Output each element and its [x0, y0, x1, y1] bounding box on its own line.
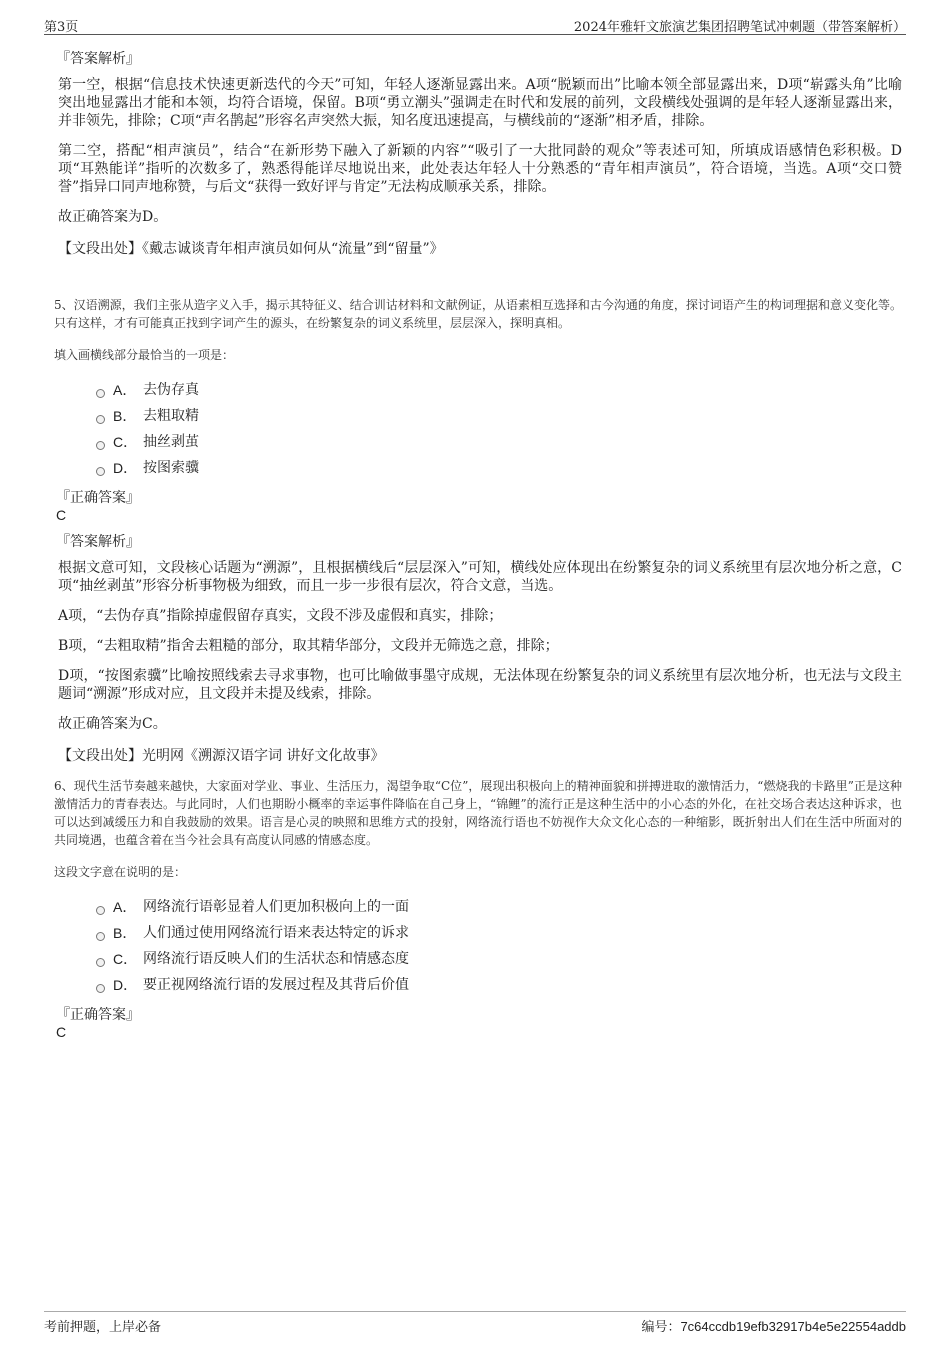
footer-slogan: 考前押题，上岸必备	[44, 1320, 162, 1335]
q4-analysis-conclusion: 故正确答案为D。	[58, 209, 168, 225]
q5-option-c[interactable]: C． 抽丝剥茧	[96, 429, 902, 455]
analysis-label: 『答案解析』	[56, 534, 140, 550]
q4-analysis-p1: 第一空，根据“信息技术快速更新迭代的今天”可知，年轻人逐渐显露出来。A项“脱颖而出”比喻本领全部显露出来，D项“崭露头角”比喻突出地显露出才能和本领，均符合语境，保留。B项“勇立潮头”强调走在时代和发展的前列，文段横线处强调的是年轻人逐渐显露出来，并非领先，排除；C项“声名鹊起”形容名声突然大振，知名度迅速提高，与横线前的“逐渐”相矛盾，排除。	[58, 77, 902, 129]
q6-stem: 6、现代生活节奏越来越快，大家面对学业、事业、生活压力，渴望争取“C位”，展现出积极向上的精神面貌和拼搏进取的激情活力，“燃烧我的卡路里”正是这种激情活力的青春表达。与此同时，人们也期盼小概率的幸运事件降临在自己身上，“锦鲤”的流行正是这种生活中的小心态的外化，在社交场合表达这种诉求，也可以达到减缓压力和自我鼓励的效果。语言是心灵的映照和思维方式的投射，网络流行语也不妨视作大众文化心态的一种缩影，既折射出人们在生活中所面对的共同境遇，也蕴含着在当今社会具有高度认同感的情感态度。	[54, 779, 902, 847]
q5-analysis-p2: A项，“去伪存真”指除掉虚假留存真实，文段不涉及虚假和真实，排除；	[58, 608, 503, 624]
q6-option-c[interactable]: C． 网络流行语反映人们的生活状态和情感态度	[96, 946, 902, 972]
radio-button[interactable]	[96, 389, 105, 398]
radio-button[interactable]	[96, 932, 105, 941]
q5-answer: C	[56, 507, 67, 523]
page-header	[44, 16, 906, 35]
radio-button[interactable]	[96, 906, 105, 915]
q5-option-d[interactable]: D． 按图索骥	[96, 455, 902, 481]
document-id: 编号：7c64ccdb19efb32917b4e5e22554addb	[641, 1319, 906, 1334]
q6-options	[96, 894, 902, 998]
q6-prompt: 这段文字意在说明的是：	[54, 865, 187, 879]
correct-answer-label: 『正确答案』	[56, 490, 140, 506]
q4-source: 【文段出处】《戴志诚谈青年相声演员如何从“流量”到“留量”》	[58, 241, 444, 257]
radio-button[interactable]	[96, 415, 105, 424]
q6-option-a[interactable]: A． 网络流行语彰显着人们更加积极向上的一面	[96, 894, 902, 920]
radio-button[interactable]	[96, 467, 105, 476]
q5-options	[96, 377, 902, 481]
document-title: 2024年雅轩文旅演艺集团招聘笔试冲刺题（带答案解析）	[573, 20, 906, 35]
q5-source: 【文段出处】光明网《溯源汉语字词 讲好文化故事》	[58, 748, 385, 764]
q5-analysis-conclusion: 故正确答案为C。	[58, 716, 167, 732]
q5-analysis-p3: B项，“去粗取精”指舍去粗糙的部分，取其精华部分，文段并无筛选之意，排除；	[58, 638, 559, 654]
q5-analysis-p4: D项，“按图索骥”比喻按照线索去寻求事物，也可比喻做事墨守成规，无法体现在纷繁复杂的词义系统里有层次地分析，也无法与文段主题词“溯源”形成对应，且文段并未提及线索，排除。	[58, 668, 902, 702]
q4-analysis-p2: 第二空，搭配“相声演员”，结合“在新形势下融入了新颖的内容”“吸引了一大批同龄的观众”等表述可知，所填成语感情色彩积极。D项“耳熟能详”指听的次数多了，熟悉得能详尽地说出来，此处表达年轻人十分熟悉的“青年相声演员”，符合语境，当选。A项“交口赞誉”指异口同声地称赞，与后文“获得一致好评与肯定”无法构成顺承关系，排除。	[58, 143, 902, 195]
page-number: 第3页	[44, 20, 79, 35]
q6-answer: C	[56, 1024, 67, 1040]
q5-stem: 5、汉语溯源，我们主张从造字义入手，揭示其特征义、结合训诂材料和文献例证，从语素相互选择和古今沟通的角度，探讨词语产生的构词理据和意义变化等。只有这样，才有可能真正找到字词产生的源头，在纷繁复杂的词义系统里，层层深入，探明真相。	[54, 298, 902, 330]
correct-answer-label: 『正确答案』	[56, 1007, 140, 1023]
radio-button[interactable]	[96, 984, 105, 993]
page-content	[56, 44, 902, 1048]
page-footer	[44, 1311, 906, 1336]
radio-button[interactable]	[96, 958, 105, 967]
q5-option-a[interactable]: A． 去伪存真	[96, 377, 902, 403]
q5-analysis-p1: 根据文意可知，文段核心话题为“溯源”，且根据横线后“层层深入”可知，横线处应体现出在纷繁复杂的词义系统里有层次地分析之意，C项“抽丝剥茧”形容分析事物极为细致，而且一步一步很有层次，符合文意，当选。	[58, 560, 902, 594]
q6-option-d[interactable]: D． 要正视网络流行语的发展过程及其背后价值	[96, 972, 902, 998]
q6-option-b[interactable]: B． 人们通过使用网络流行语来表达特定的诉求	[96, 920, 902, 946]
analysis-label: 『答案解析』	[56, 51, 140, 67]
radio-button[interactable]	[96, 441, 105, 450]
q5-option-b[interactable]: B． 去粗取精	[96, 403, 902, 429]
q5-prompt: 填入画横线部分最恰当的一项是：	[54, 348, 235, 362]
